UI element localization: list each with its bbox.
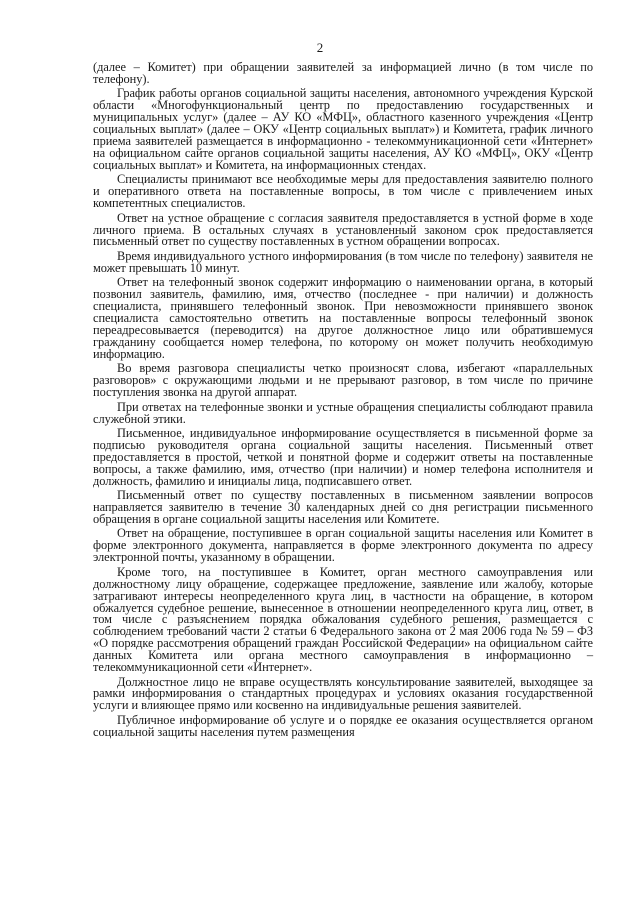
- paragraph-10: Письменный ответ по существу поставленных в письменном заявлении вопросов направляется заявителю в течение 30 календарных дней со дня регистрации письменного обращения в органе социальной защиты населения или Комитете.: [93, 488, 593, 526]
- paragraph-7: Во время разговора специалисты четко произносят слова, избегают «параллельных разговоров» с окружающими людьми и не прерывают разговор, в том числе по причине поступления звонка на другой аппарат.: [93, 361, 593, 400]
- paragraph-6: Ответ на телефонный звонок содержит информацию о наименовании органа, в который позвонил заявитель, фамилию, имя, отчество (последнее - при наличии) и должность специалиста, принявшего телефонный звонок. При невозможности принявшего звонок специалиста самостоятельно ответить на поставленные вопросы телефонный звонок переадресовывается (переводится) на другое должностное лицо или обратившемуся гражданину сообщается номер телефона, по которому он может получить необходимую информацию.: [93, 275, 593, 361]
- paragraph-12: Кроме того, на поступившее в Комитет, орган местного самоуправления или должностному лицу обращение, содержащее предложение, заявление или жалобу, которые затрагивают интересы неопределенного круга лиц, в частности на обращение, в котором обжалуется судебное решение, вынесенное в отношении неопределенного круга лиц, ответ, в том числе с разъяснением порядка обжалования судебного решения, размещается с соблюдением требований части 2 статьи 6 Федерального закона от 2 мая 2006 года № 59 – ФЗ «О порядке рассмотрения обращений граждан Российской Федерации» на официальном сайте данных Комитета или органа местного самоуправления в информационно – телекоммуникационной сети «Интернет».: [93, 564, 593, 675]
- paragraph-1: (далее – Комитет) при обращении заявителей за информацией лично (в том числе по телефону).: [93, 60, 593, 86]
- paragraph-13: Должностное лицо не вправе осуществлять консультирование заявителей, выходящее за рамки информирования о стандартных процедурах и условиях оказания государственной услуги и влияющее прямо или косвенно на индивидуальные решения заявителей.: [93, 674, 593, 713]
- paragraph-2: График работы органов социальной защиты населения, автономного учреждения Курской области «Многофункциональный центр по предоставлению государственных и муниципальных услуг» (далее – АУ КО «МФЦ», областного казенного учреждения «Центр социальных выплат» (далее – ОКУ «Центр социальных выплат») и Комитета, график личного приема заявителей размещается в информационно - телекоммуникационной сети «Интернет» на официальном сайте органов социальной защиты населения, АУ КО «МФЦ», ОКУ «Центр социальных выплат» и Комитета, на информационных стендах.: [93, 86, 593, 172]
- paragraph-14: Публичное информирование об услуге и о порядке ее оказания осуществляется органом социальной защиты населения путем размещения: [93, 712, 593, 739]
- paragraph-3: Специалисты принимают все необходимые меры для предоставления заявителю полного и оперативного ответа на поставленные вопросы, в том числе с привлечением иных компетентных специалистов.: [93, 172, 593, 211]
- paragraph-11: Ответ на обращение, поступившее в орган социальной защиты населения или Комитет в форме электронного документа, направляется в форме электронного документа по адресу электронной почты, указанному в обращении.: [93, 526, 593, 565]
- paragraph-4: Ответ на устное обращение с согласия заявителя предоставляется в устной форме в ходе личного приема. В остальных случаях в установленный законом срок предоставляется письменный ответ по существу поставленных в устном обращении вопросах.: [93, 210, 593, 249]
- body-text: [93, 62, 593, 741]
- paragraph-9: Письменное, индивидуальное информирование осуществляется в письменной форме за подписью руководителя органа социальной защиты населения. Письменный ответ предоставляется в простой, четкой и понятной форме и содержит ответы на поставленные вопросы, а также фамилию, имя, отчество (при наличии) и номер телефона исполнителя и должность, фамилию и инициалы лица, подписавшего ответ.: [93, 426, 593, 488]
- paragraph-8: При ответах на телефонные звонки и устные обращения специалисты соблюдают правила служебной этики.: [93, 399, 593, 426]
- paragraph-5: Время индивидуального устного информирования (в том числе по телефону) заявителя не может превышать 10 минут.: [93, 248, 593, 275]
- page-number: 2: [316, 40, 324, 55]
